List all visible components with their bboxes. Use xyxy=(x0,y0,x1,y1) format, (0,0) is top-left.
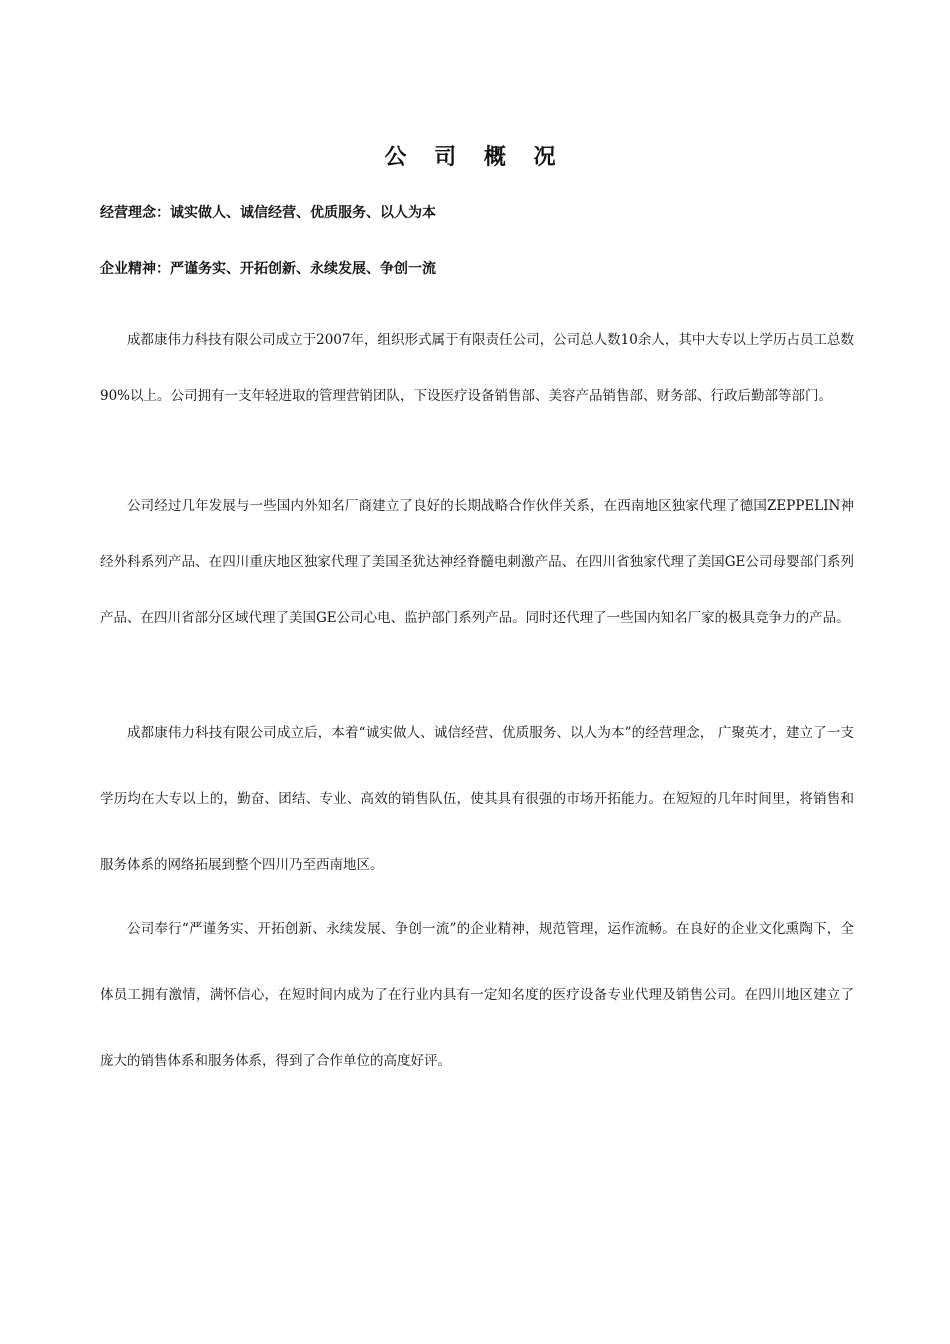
paragraph-partnerships: 公司经过几年发展与一些国内外知名厂商建立了良好的长期战略合作伙伴关系，在西南地区独家代理了德国ZEPPELIN神经外科系列产品、在四川重庆地区独家代理了美国圣犹达神经脊髓电刺激产品、在四川省独家代理了美国GE公司母婴部门系列产品、在四川省部分区域代理了美国GE公司心电、监护部门系列产品。同时还代理了一些国内知名厂家的极具竞争力的产品。 xyxy=(100,498,854,626)
enterprise-spirit: 企业精神：严谨务实、开拓创新、永续发展、争创一流 xyxy=(100,261,436,277)
paragraph-company-intro: 成都康伟力科技有限公司成立于2007年，组织形式属于有限责任公司，公司总人数10余人，其中大专以上学历占员工总数90%以上。公司拥有一支年轻进取的管理营销团队，下设医疗设备销售部、美容产品销售部、财务部、行政后勤部等部门。 xyxy=(100,332,854,404)
business-philosophy: 经营理念：诚实做人、诚信经营、优质服务、以人为本 xyxy=(100,205,436,221)
paragraph-culture: 公司奉行“严谨务实、开拓创新、永续发展、争创一流”的企业精神，规范管理，运作流畅。在良好的企业文化熏陶下，全体员工拥有激情，满怀信心，在短时间内成为了在行业内具有一定知名度的医疗设备专业代理及销售公司。在四川地区建立了庞大的销售体系和服务体系，得到了合作单位的高度好评。 xyxy=(100,921,854,1069)
paragraph-team: 成都康伟力科技有限公司成立后，本着“诚实做人、诚信经营、优质服务、以人为本”的经营理念， 广聚英才，建立了一支学历均在大专以上的，勤奋、团结、专业、高效的销售队伍，使其具有很强的市场开拓能力。在短短的几年时间里，将销售和服务体系的网络拓展到整个四川乃至西南地区。 xyxy=(100,725,854,873)
page-title: 公 司 概 况 xyxy=(384,145,566,170)
